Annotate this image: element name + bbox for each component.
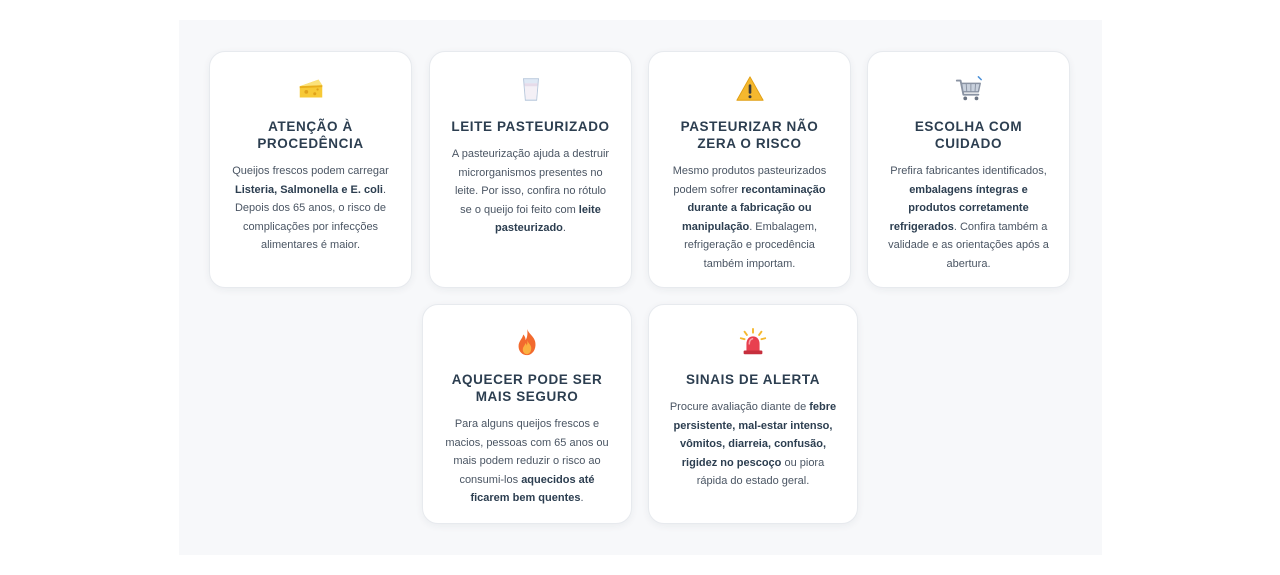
card-text	[886, 162, 1051, 273]
card-choose-carefully	[867, 51, 1070, 288]
card-pasteurization-risk	[648, 51, 851, 288]
info-cards-panel	[179, 20, 1102, 555]
card-title: ATENÇÃO À PROCEDÊNCIA	[257, 119, 364, 151]
milk-glass-icon	[516, 74, 546, 104]
body-text: Mesmo produtos pasteurizados podem sofrer	[672, 165, 827, 196]
body-text: . Embalagem, refrigeração e procedência também importam.	[684, 220, 818, 270]
card-title: PASTEURIZAR NÃO ZERA O RISCO	[680, 119, 819, 151]
body-text: Queijos frescos podem carregar	[232, 165, 389, 177]
card-title: SINAIS DE ALERTA	[685, 372, 821, 387]
card-text	[448, 145, 613, 238]
card-warning-signs	[648, 304, 858, 524]
card-title: ESCOLHA COM CUIDADO	[914, 119, 1023, 151]
card-pasteurized-milk	[429, 51, 632, 288]
fire-icon	[512, 327, 542, 357]
body-text: ou piora rápida do estado geral.	[696, 456, 825, 487]
cheese-icon	[296, 74, 326, 104]
card-title: AQUECER PODE SER MAIS SEGURO	[451, 372, 603, 404]
emphasis-text: aquecidos até ficarem bem quentes	[470, 473, 595, 504]
body-text: Procure avaliação diante de	[669, 401, 810, 413]
body-text: . Depois dos 65 anos, o risco de complicações por infecções alimentares é maior.	[234, 183, 387, 251]
warning-icon	[735, 74, 765, 104]
shopping-cart-icon	[954, 74, 984, 104]
emphasis-text: febre persistente, mal-estar intenso, vômitos, diarreia, confusão, rigidez no pescoço	[673, 401, 837, 469]
card-title: LEITE PASTEURIZADO	[451, 119, 610, 134]
card-heating-safer	[422, 304, 632, 524]
body-text: .	[562, 222, 566, 234]
card-attention-origin	[209, 51, 412, 288]
emphasis-text: recontaminação durante a fabricação ou manipulação	[681, 183, 826, 233]
body-text: A pasteurização ajuda a destruir microrganismos presentes no leite. Por isso, confira no rótulo se o queijo foi feito com	[451, 148, 610, 216]
card-text	[667, 398, 839, 491]
siren-icon	[738, 327, 768, 357]
emphasis-text: embalagens íntegras e produtos corretamente refrigerados	[889, 183, 1029, 233]
body-text: Para alguns queijos frescos e macios, pessoas com 65 anos ou mais podem reduzir o risco ao consumi-los	[445, 418, 609, 486]
card-text	[441, 415, 613, 508]
emphasis-text: Listeria, Salmonella e E. coli	[234, 183, 383, 196]
card-text	[667, 162, 832, 273]
card-text	[228, 162, 393, 255]
body-text: . Confira também a validade e as orientações após a abertura.	[888, 220, 1049, 270]
body-text: Prefira fabricantes identificados,	[890, 165, 1047, 177]
body-text: .	[580, 492, 584, 504]
emphasis-text: leite pasteurizado	[495, 203, 601, 234]
